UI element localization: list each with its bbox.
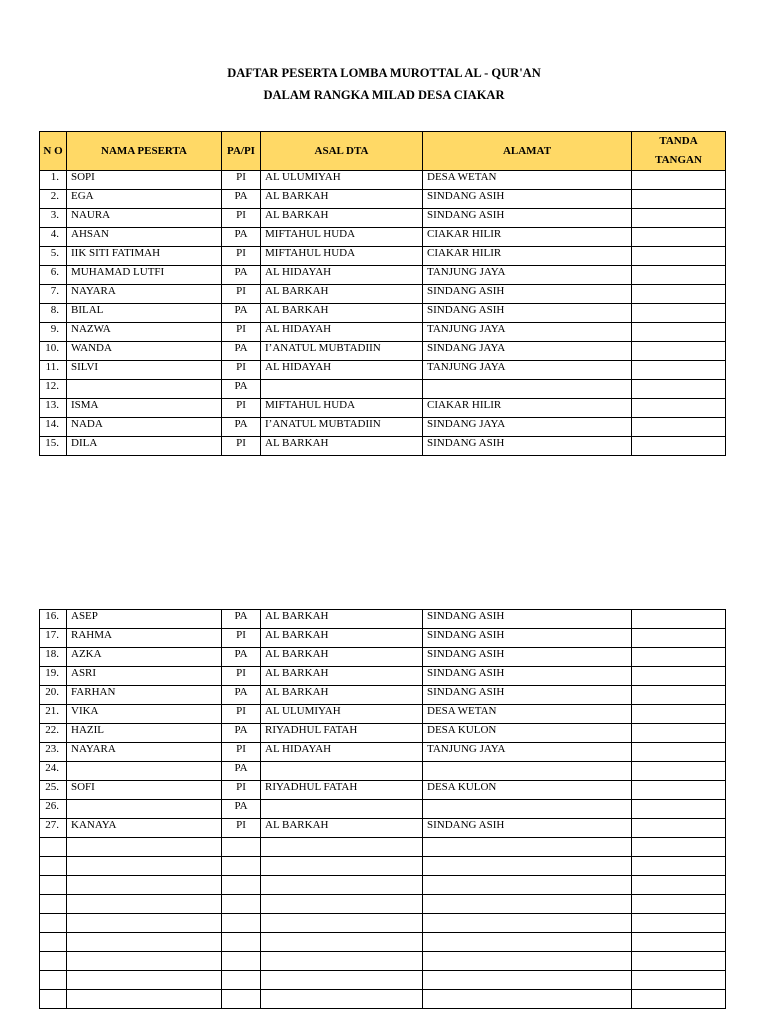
cell-asal-dta: MIFTAHUL HUDA (261, 247, 423, 266)
cell-no (40, 895, 67, 914)
cell-no: 15. (40, 437, 67, 456)
cell-no: 4. (40, 228, 67, 247)
cell-alamat: SINDANG ASIH (423, 667, 632, 686)
cell-asal-dta: AL BARKAH (261, 304, 423, 323)
cell-no: 2. (40, 190, 67, 209)
cell-alamat: TANJUNG JAYA (423, 323, 632, 342)
table-row (40, 819, 726, 838)
cell-alamat: DESA WETAN (423, 171, 632, 190)
cell-nama-peserta: DILA (67, 437, 222, 456)
cell-nama-peserta (67, 971, 222, 990)
cell-pa-pi: PI (222, 819, 261, 838)
header-alamat: ALAMAT (423, 132, 632, 171)
cell-alamat: SINDANG ASIH (423, 190, 632, 209)
table-row (40, 361, 726, 380)
cell-tanda-tangan (632, 762, 726, 781)
table-row (40, 971, 726, 990)
cell-nama-peserta: VIKA (67, 705, 222, 724)
table-row (40, 952, 726, 971)
cell-no: 17. (40, 629, 67, 648)
table-row (40, 380, 726, 399)
cell-no: 27. (40, 819, 67, 838)
cell-alamat: SINDANG ASIH (423, 648, 632, 667)
cell-nama-peserta: WANDA (67, 342, 222, 361)
cell-asal-dta (261, 762, 423, 781)
cell-tanda-tangan (632, 399, 726, 418)
cell-tanda-tangan (632, 171, 726, 190)
cell-no: 21. (40, 705, 67, 724)
cell-no: 16. (40, 610, 67, 629)
cell-no: 23. (40, 743, 67, 762)
table-row (40, 705, 726, 724)
cell-asal-dta: AL HIDAYAH (261, 266, 423, 285)
cell-asal-dta: I’ANATUL MUBTADIIN (261, 418, 423, 437)
cell-pa-pi: PI (222, 285, 261, 304)
table-row (40, 876, 726, 895)
table-2-body (40, 610, 726, 1009)
document-subtitle: DALAM RANGKA MILAD DESA CIAKAR (263, 88, 505, 102)
table-row (40, 228, 726, 247)
cell-tanda-tangan (632, 819, 726, 838)
cell-tanda-tangan (632, 876, 726, 895)
cell-nama-peserta: ASEP (67, 610, 222, 629)
cell-pa-pi: PI (222, 209, 261, 228)
cell-no (40, 933, 67, 952)
cell-tanda-tangan (632, 342, 726, 361)
cell-nama-peserta: IIK SITI FATIMAH (67, 247, 222, 266)
cell-tanda-tangan (632, 990, 726, 1009)
cell-asal-dta (261, 800, 423, 819)
cell-asal-dta (261, 952, 423, 971)
table-row (40, 247, 726, 266)
cell-no: 18. (40, 648, 67, 667)
cell-alamat: CIAKAR HILIR (423, 399, 632, 418)
cell-asal-dta: AL BARKAH (261, 285, 423, 304)
cell-pa-pi: PA (222, 228, 261, 247)
cell-nama-peserta (67, 838, 222, 857)
cell-pa-pi: PA (222, 648, 261, 667)
table-row (40, 399, 726, 418)
cell-no (40, 952, 67, 971)
table-row (40, 629, 726, 648)
cell-nama-peserta: NADA (67, 418, 222, 437)
cell-nama-peserta (67, 990, 222, 1009)
cell-pa-pi (222, 895, 261, 914)
cell-asal-dta (261, 971, 423, 990)
cell-alamat: SINDANG ASIH (423, 610, 632, 629)
cell-alamat: TANJUNG JAYA (423, 743, 632, 762)
cell-pa-pi (222, 838, 261, 857)
cell-pa-pi: PA (222, 380, 261, 399)
cell-alamat: SINDANG ASIH (423, 304, 632, 323)
table-row (40, 838, 726, 857)
cell-pa-pi: PI (222, 629, 261, 648)
cell-alamat (423, 914, 632, 933)
cell-pa-pi (222, 933, 261, 952)
cell-alamat: CIAKAR HILIR (423, 228, 632, 247)
cell-asal-dta (261, 838, 423, 857)
cell-alamat (423, 933, 632, 952)
table-row (40, 209, 726, 228)
cell-nama-peserta (67, 952, 222, 971)
cell-tanda-tangan (632, 629, 726, 648)
participant-table-1 (39, 131, 726, 456)
cell-nama-peserta (67, 800, 222, 819)
cell-tanda-tangan (632, 323, 726, 342)
cell-nama-peserta: NAZWA (67, 323, 222, 342)
cell-asal-dta: RIYADHUL FATAH (261, 724, 423, 743)
cell-no: 9. (40, 323, 67, 342)
table-row (40, 171, 726, 190)
cell-alamat (423, 952, 632, 971)
cell-alamat: SINDANG ASIH (423, 629, 632, 648)
cell-tanda-tangan (632, 781, 726, 800)
cell-asal-dta: AL BARKAH (261, 610, 423, 629)
cell-no (40, 876, 67, 895)
cell-pa-pi: PI (222, 437, 261, 456)
cell-alamat: SINDANG ASIH (423, 209, 632, 228)
header-asal-dta: ASAL DTA (261, 132, 423, 171)
cell-asal-dta (261, 990, 423, 1009)
cell-no: 19. (40, 667, 67, 686)
cell-nama-peserta (67, 933, 222, 952)
cell-tanda-tangan (632, 800, 726, 819)
cell-tanda-tangan (632, 895, 726, 914)
cell-alamat (423, 895, 632, 914)
cell-nama-peserta: BILAL (67, 304, 222, 323)
cell-nama-peserta: SILVI (67, 361, 222, 380)
cell-tanda-tangan (632, 667, 726, 686)
cell-alamat (423, 838, 632, 857)
cell-asal-dta: MIFTAHUL HUDA (261, 399, 423, 418)
cell-no: 7. (40, 285, 67, 304)
cell-no: 14. (40, 418, 67, 437)
cell-tanda-tangan (632, 705, 726, 724)
table-row (40, 800, 726, 819)
cell-tanda-tangan (632, 190, 726, 209)
cell-asal-dta: AL HIDAYAH (261, 323, 423, 342)
table-row (40, 304, 726, 323)
cell-alamat: SINDANG JAYA (423, 342, 632, 361)
cell-tanda-tangan (632, 743, 726, 762)
table-row (40, 648, 726, 667)
cell-pa-pi: PA (222, 418, 261, 437)
cell-alamat: DESA KULON (423, 724, 632, 743)
cell-nama-peserta (67, 857, 222, 876)
cell-nama-peserta: NAURA (67, 209, 222, 228)
cell-asal-dta (261, 857, 423, 876)
cell-nama-peserta: KANAYA (67, 819, 222, 838)
cell-pa-pi (222, 857, 261, 876)
cell-tanda-tangan (632, 610, 726, 629)
cell-alamat: TANJUNG JAYA (423, 266, 632, 285)
cell-nama-peserta: RAHMA (67, 629, 222, 648)
table-row (40, 933, 726, 952)
cell-tanda-tangan (632, 686, 726, 705)
cell-nama-peserta: SOPI (67, 171, 222, 190)
cell-alamat: TANJUNG JAYA (423, 361, 632, 380)
cell-asal-dta: AL ULUMIYAH (261, 171, 423, 190)
cell-pa-pi (222, 952, 261, 971)
cell-no: 1. (40, 171, 67, 190)
cell-pa-pi: PI (222, 171, 261, 190)
header-no: N O (40, 132, 67, 171)
cell-pa-pi: PA (222, 762, 261, 781)
cell-alamat (423, 990, 632, 1009)
table-row (40, 342, 726, 361)
cell-asal-dta: MIFTAHUL HUDA (261, 228, 423, 247)
cell-asal-dta: RIYADHUL FATAH (261, 781, 423, 800)
cell-asal-dta: AL HIDAYAH (261, 361, 423, 380)
cell-tanda-tangan (632, 361, 726, 380)
table-row (40, 266, 726, 285)
cell-nama-peserta: NAYARA (67, 743, 222, 762)
table-row (40, 323, 726, 342)
cell-alamat: SINDANG ASIH (423, 686, 632, 705)
cell-no (40, 971, 67, 990)
cell-no: 20. (40, 686, 67, 705)
cell-asal-dta: AL BARKAH (261, 686, 423, 705)
cell-asal-dta: AL BARKAH (261, 190, 423, 209)
cell-alamat (423, 762, 632, 781)
cell-asal-dta: I’ANATUL MUBTADIIN (261, 342, 423, 361)
cell-alamat (423, 857, 632, 876)
cell-asal-dta: AL ULUMIYAH (261, 705, 423, 724)
cell-alamat (423, 380, 632, 399)
cell-nama-peserta: FARHAN (67, 686, 222, 705)
cell-tanda-tangan (632, 380, 726, 399)
cell-nama-peserta: AHSAN (67, 228, 222, 247)
cell-pa-pi: PI (222, 667, 261, 686)
cell-pa-pi: PA (222, 304, 261, 323)
cell-tanda-tangan (632, 838, 726, 857)
cell-pa-pi (222, 914, 261, 933)
cell-pa-pi: PI (222, 247, 261, 266)
cell-asal-dta (261, 876, 423, 895)
cell-nama-peserta: MUHAMAD LUTFI (67, 266, 222, 285)
table-header-row (40, 132, 726, 171)
cell-tanda-tangan (632, 933, 726, 952)
cell-no (40, 838, 67, 857)
table-row (40, 667, 726, 686)
cell-asal-dta: AL BARKAH (261, 819, 423, 838)
cell-pa-pi: PI (222, 781, 261, 800)
cell-alamat: SINDANG ASIH (423, 285, 632, 304)
cell-alamat: SINDANG ASIH (423, 437, 632, 456)
cell-nama-peserta: NAYARA (67, 285, 222, 304)
cell-no (40, 857, 67, 876)
cell-pa-pi: PI (222, 399, 261, 418)
cell-no (40, 990, 67, 1009)
cell-asal-dta: AL HIDAYAH (261, 743, 423, 762)
cell-pa-pi: PA (222, 724, 261, 743)
table-row (40, 190, 726, 209)
cell-nama-peserta (67, 895, 222, 914)
table-row (40, 781, 726, 800)
cell-no: 5. (40, 247, 67, 266)
cell-alamat: SINDANG JAYA (423, 418, 632, 437)
cell-no: 13. (40, 399, 67, 418)
table-row (40, 990, 726, 1009)
table-1-body (40, 171, 726, 456)
cell-no: 10. (40, 342, 67, 361)
cell-pa-pi: PA (222, 610, 261, 629)
cell-no: 3. (40, 209, 67, 228)
table-row (40, 914, 726, 933)
cell-pa-pi: PA (222, 190, 261, 209)
cell-tanda-tangan (632, 857, 726, 876)
cell-pa-pi (222, 971, 261, 990)
cell-nama-peserta: ISMA (67, 399, 222, 418)
cell-alamat: DESA WETAN (423, 705, 632, 724)
cell-tanda-tangan (632, 266, 726, 285)
cell-pa-pi: PI (222, 743, 261, 762)
cell-nama-peserta: SOFI (67, 781, 222, 800)
cell-asal-dta: AL BARKAH (261, 667, 423, 686)
cell-no: 26. (40, 800, 67, 819)
cell-alamat (423, 971, 632, 990)
cell-tanda-tangan (632, 228, 726, 247)
table-row (40, 857, 726, 876)
cell-pa-pi: PI (222, 323, 261, 342)
cell-asal-dta: AL BARKAH (261, 209, 423, 228)
table-row (40, 285, 726, 304)
cell-tanda-tangan (632, 971, 726, 990)
cell-asal-dta: AL BARKAH (261, 437, 423, 456)
cell-asal-dta (261, 380, 423, 399)
participant-table-2 (39, 609, 726, 1009)
table-row (40, 762, 726, 781)
cell-pa-pi (222, 876, 261, 895)
cell-nama-peserta (67, 380, 222, 399)
cell-tanda-tangan (632, 209, 726, 228)
header-tanda-tangan: TANDA TANGAN (632, 132, 726, 171)
cell-pa-pi: PA (222, 342, 261, 361)
table-row (40, 610, 726, 629)
document-title: DAFTAR PESERTA LOMBA MUROTTAL AL - QUR'AN (227, 66, 541, 80)
cell-tanda-tangan (632, 914, 726, 933)
cell-alamat (423, 800, 632, 819)
table-row (40, 437, 726, 456)
cell-tanda-tangan (632, 437, 726, 456)
cell-no: 12. (40, 380, 67, 399)
cell-no: 6. (40, 266, 67, 285)
cell-pa-pi: PA (222, 686, 261, 705)
table-row (40, 895, 726, 914)
cell-nama-peserta (67, 876, 222, 895)
cell-asal-dta (261, 895, 423, 914)
cell-no: 25. (40, 781, 67, 800)
table-row (40, 418, 726, 437)
cell-asal-dta: AL BARKAH (261, 629, 423, 648)
cell-alamat: SINDANG ASIH (423, 819, 632, 838)
cell-nama-peserta (67, 914, 222, 933)
cell-tanda-tangan (632, 724, 726, 743)
cell-tanda-tangan (632, 952, 726, 971)
cell-nama-peserta: AZKA (67, 648, 222, 667)
cell-nama-peserta: HAZIL (67, 724, 222, 743)
cell-asal-dta (261, 914, 423, 933)
cell-nama-peserta: ASRI (67, 667, 222, 686)
cell-tanda-tangan (632, 247, 726, 266)
cell-pa-pi: PA (222, 800, 261, 819)
cell-no: 8. (40, 304, 67, 323)
cell-alamat (423, 876, 632, 895)
cell-tanda-tangan (632, 648, 726, 667)
cell-pa-pi (222, 990, 261, 1009)
cell-alamat: CIAKAR HILIR (423, 247, 632, 266)
cell-pa-pi: PI (222, 361, 261, 380)
cell-nama-peserta: EGA (67, 190, 222, 209)
cell-no: 22. (40, 724, 67, 743)
table-row (40, 686, 726, 705)
cell-no: 11. (40, 361, 67, 380)
cell-pa-pi: PA (222, 266, 261, 285)
cell-tanda-tangan (632, 418, 726, 437)
header-pa-pi: PA/PI (222, 132, 261, 171)
cell-tanda-tangan (632, 304, 726, 323)
cell-no (40, 914, 67, 933)
cell-no: 24. (40, 762, 67, 781)
cell-asal-dta: AL BARKAH (261, 648, 423, 667)
header-nama-peserta: NAMA PESERTA (67, 132, 222, 171)
cell-pa-pi: PI (222, 705, 261, 724)
cell-nama-peserta (67, 762, 222, 781)
cell-asal-dta (261, 933, 423, 952)
table-row (40, 724, 726, 743)
cell-alamat: DESA KULON (423, 781, 632, 800)
cell-tanda-tangan (632, 285, 726, 304)
table-row (40, 743, 726, 762)
